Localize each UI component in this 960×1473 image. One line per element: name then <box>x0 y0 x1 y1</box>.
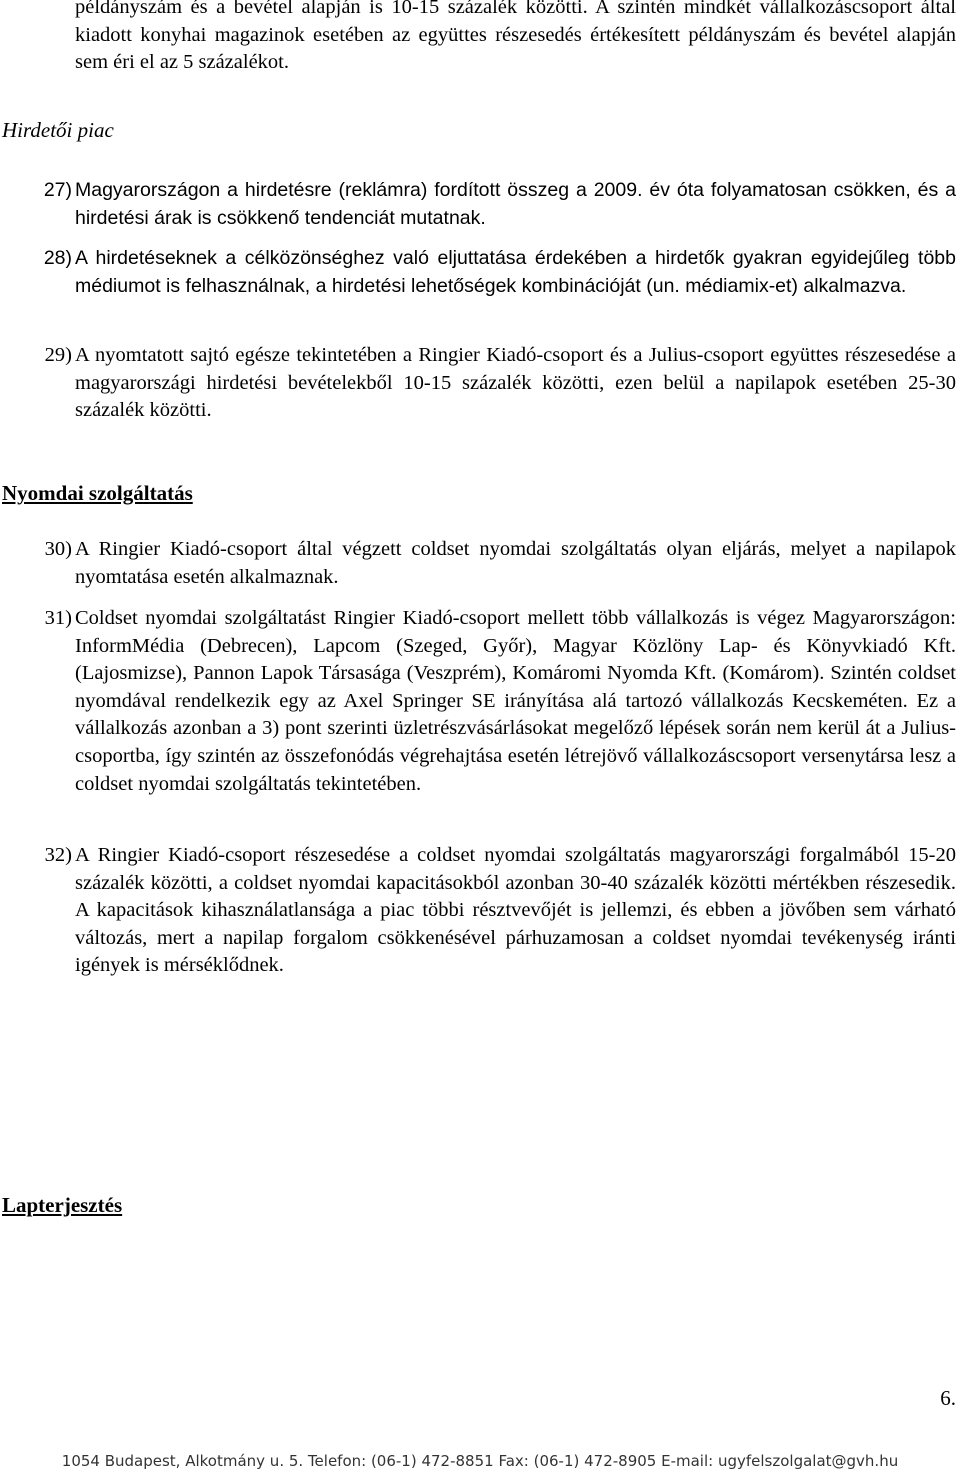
list-item <box>43 245 956 300</box>
intro-paragraph: példányszám és a bevétel alapján is 10-15 százalék közötti. A szintén mindkét vállalkozáscsoport által kiadott konyhai magazinok esetében az együttes részesedés értékesített példányszám és bevétel alapján sem éri el az 5 százalékot. <box>75 0 956 74</box>
advertising-heading: Hirdetői piac <box>2 118 114 142</box>
page-footer: 1054 Budapest, Alkotmány u. 5. Telefon: (06-1) 472-8851 Fax: (06-1) 472-8905 E-mail: ugyfelszolgalat@gvh.hu <box>61 1452 899 1470</box>
item-text: A Ringier Kiadó-csoport által végzett coldset nyomdai szolgáltatás olyan eljárás, melyet a napilapok nyomtatása esetén alkalmaznak. <box>75 538 956 588</box>
item-text: A Ringier Kiadó-csoport részesedése a coldset nyomdai szolgáltatás magyarországi forgalmából 15-20 százalék közötti, a coldset nyomdai kapacitásokból azonban 30-40 százalék közötti mértékben részesedik. A kapacitások kihasználatlansága a piac többi résztvevőjét is jellemzi, és ebben a jövőben sem várható változás, mert a napilap forgalom csökkenésével párhuzamosan a coldset nyomdai tevékenység iránti igények is mérséklődnek. <box>75 844 956 977</box>
list-item <box>44 842 956 980</box>
item-number: 29) <box>44 344 72 366</box>
page-number: 6. <box>940 1386 956 1410</box>
item-number: 31) <box>44 607 72 629</box>
item-number: 32) <box>44 844 72 866</box>
item-text: A hirdetéseknek a célközönséghez való eljuttatása érdekében a hirdetők gyakran egyidejűleg több médiumot is felhasználnak, a hirdetési lehetőségek kombinációját (un. médiamix-et) alkalmazva. <box>75 247 956 297</box>
item-text: Magyarországon a hirdetésre (reklámra) fordított összeg a 2009. év óta folyamatosan csökken, és a hirdetési árak is csökkenő tendenciát mutatnak. <box>75 179 956 229</box>
distribution-heading: Lapterjesztés <box>2 1193 123 1217</box>
item-text: A nyomtatott sajtó egésze tekintetében a Ringier Kiadó-csoport és a Julius-csoport együttes részesedése a magyarországi hirdetési bevételekből 10-15 százalék közötti, ezen belül a napilapok esetében 25-30 százalék közötti. <box>75 344 956 422</box>
list-item <box>43 177 956 232</box>
item-number: 30) <box>44 538 72 560</box>
list-item <box>44 536 956 591</box>
printing-heading: Nyomdai szolgáltatás <box>2 481 193 505</box>
item-number: 28) <box>43 247 72 269</box>
list-item <box>44 342 956 425</box>
list-item <box>44 605 956 798</box>
item-number: 27) <box>43 179 72 201</box>
item-text: Coldset nyomdai szolgáltatást Ringier Kiadó-csoport mellett több vállalkozás is végez Magyarországon: InformMédia (Debrecen), Lapcom (Szeged, Győr), Magyar Közlöny Lap- és Könyvkiadó Kft. (Lajosmizse), Pannon Lapok Társasága (Veszprém), Komáromi Nyomda Kft. (Komárom). Szintén coldset nyomdával rendelkezik egy az Axel Springer SE irányítása alá tartozó vállalkozás Kecskeméten. Ez a vállalkozás azonban a 3) pont szerinti üzletrészvásárlásokat megelőző lépések során nem kerül át a Julius-csoportba, így szintén az összefonódás végrehajtása esetén létrejövő vállalkozáscsoport versenytársa lesz a coldset nyomdai szolgáltatás tekintetében. <box>75 607 956 795</box>
